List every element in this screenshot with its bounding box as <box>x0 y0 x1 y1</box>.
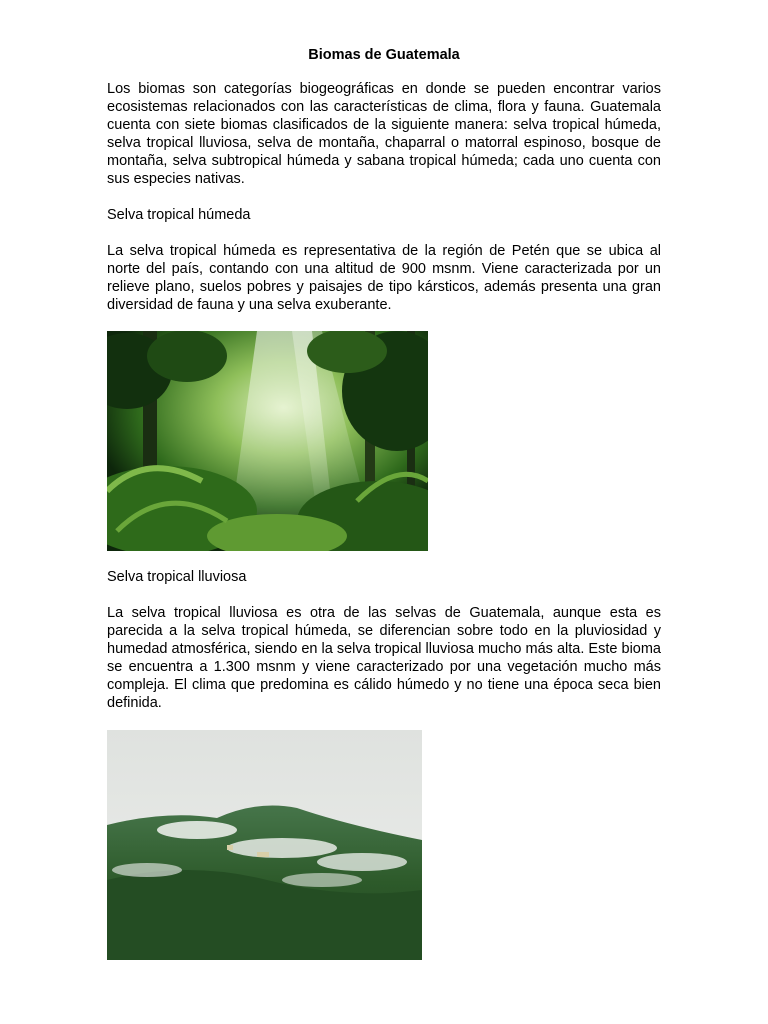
rainforest-image-icon <box>107 331 428 551</box>
misty-mountain-photo <box>107 730 422 960</box>
document-page-continued <box>107 568 661 730</box>
intro-paragraph: Los biomas son categorías biogeográficas en donde se pueden encontrar varios ecosistemas relacionados con las características de clima, flora y fauna. Guatemala cuenta con siete biomas clasificados de la siguiente manera: selva tropical húmeda, selva tropical lluviosa, selva de montaña, chaparral o matorral espinoso, bosque de montaña, selva subtropical húmeda y sabana tropical húmeda; cada uno cuenta con sus especies nativas. <box>107 81 661 187</box>
section-body-humeda: La selva tropical húmeda es representativa de la región de Petén que se ubica al norte del país, contando con una altitud de 900 msnm. Viene caracterizada por un relieve plano, suelos pobres y paisajes de tipo kársticos, además presenta una gran diversidad de fauna y una selva exuberante. <box>107 243 661 313</box>
document-page <box>107 46 661 332</box>
section-heading-lluviosa: Selva tropical lluviosa <box>107 569 247 585</box>
mountain-image-icon <box>107 730 422 960</box>
section-heading-humeda: Selva tropical húmeda <box>107 207 251 223</box>
rainforest-photo <box>107 331 428 551</box>
section-body-lluviosa: La selva tropical lluviosa es otra de las selvas de Guatemala, aunque esta es parecida a la selva tropical húmeda, se diferencian sobre todo en la pluviosidad y humedad atmosférica, siendo en la selva tropical lluviosa mucho más alta. Este bioma se encuentra a 1.300 msnm y viene caracterizado por una vegetación mucho más compleja. El clima que predomina es cálido húmedo y no tiene una época seca bien definida. <box>107 605 661 711</box>
document-title: Biomas de Guatemala <box>308 47 460 63</box>
